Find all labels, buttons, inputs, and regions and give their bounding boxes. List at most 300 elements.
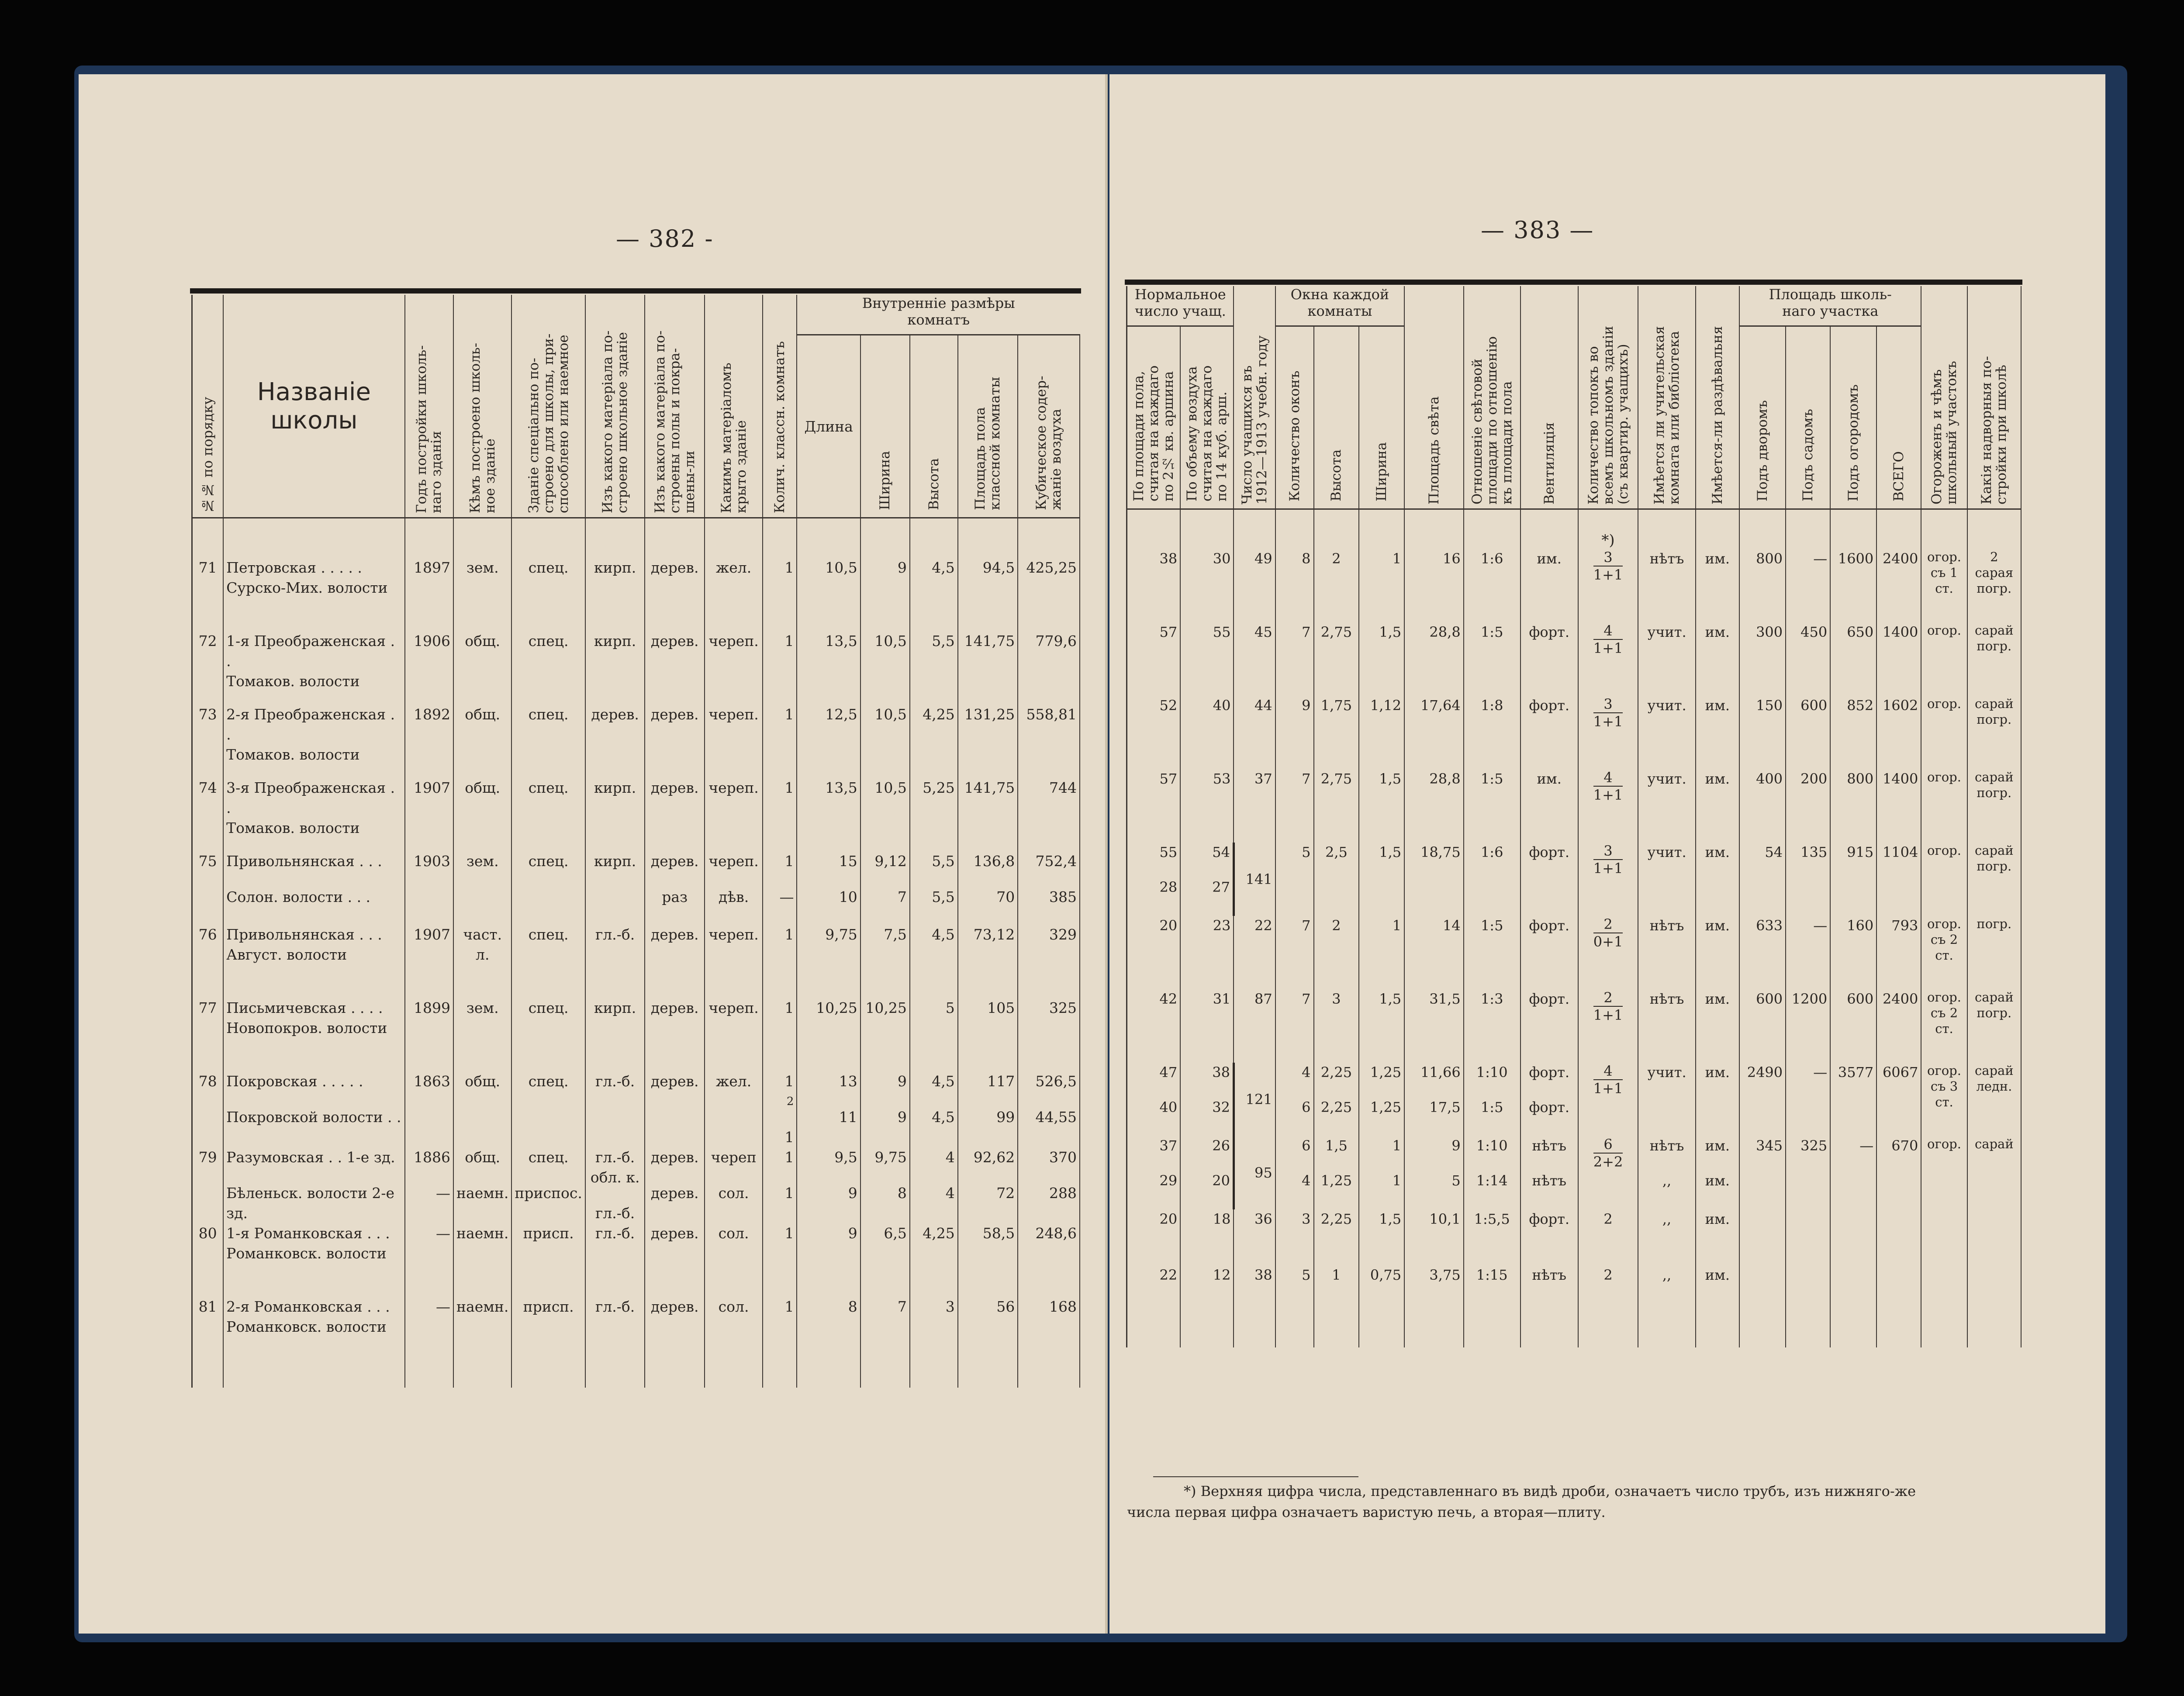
cell-classes: 1 xyxy=(763,925,797,998)
cell-ya: 150 xyxy=(1739,696,1786,769)
cell-cl: им. xyxy=(1696,843,1740,916)
col-win-count-header: Количество оконъ xyxy=(1286,370,1303,501)
cell-floor: дерев. дерев. xyxy=(645,1147,705,1223)
cell-purpose: спец. xyxy=(511,925,585,998)
footnote: *) Верхняя цифра числа, представленнаго въ видѣ дроби, означаетъ число трубъ, изъ нижняго-же числа первая цифра означаетъ варистую печь, а вторая—плиту. xyxy=(1127,1483,1916,1520)
cell-ve: форт. форт. xyxy=(1521,1063,1578,1136)
cell-cl: им. xyxy=(1696,696,1740,769)
cell-wh: 1,75 xyxy=(1314,696,1359,769)
cell-len: 10,25 xyxy=(797,998,860,1071)
col-purpose-header: Зданіе спеціально по- строено для школы, при- способлено или наемное xyxy=(525,333,571,513)
cell-ou: сарай погр. xyxy=(1967,622,2021,696)
cell-wh: 2 xyxy=(1314,916,1359,989)
cell-year: 1907 xyxy=(405,925,453,998)
cell-material: гл.-б. xyxy=(585,1071,645,1147)
col-fence-header: Огороженъ и чѣмъ школьный участокъ xyxy=(1929,361,1959,504)
col-group-internal-size: Внутренніе размѣры комнатъ xyxy=(797,295,1080,335)
cell-purpose: спец. xyxy=(511,1071,585,1147)
cell-ya xyxy=(1739,1209,1786,1265)
table-row xyxy=(1127,549,2022,622)
cell-purpose: спец. xyxy=(511,558,585,631)
table-row xyxy=(1127,1265,2022,1321)
cell-na: 37 29 xyxy=(1127,1136,1181,1209)
cell-ou: сарай погр. xyxy=(1967,843,2021,916)
cell-cl: им. xyxy=(1696,1265,1740,1321)
cell-ve: форт. xyxy=(1521,989,1578,1063)
cell-cl: им. xyxy=(1696,1209,1740,1265)
cell-material: кирп. xyxy=(585,998,645,1071)
cell-area: 141,75 xyxy=(958,778,1018,851)
cell-ra: 1:5 xyxy=(1464,769,1521,843)
cell-ww: 1 xyxy=(1359,916,1404,989)
cell-wc: 7 xyxy=(1275,622,1314,696)
cell-cl: им. xyxy=(1696,549,1740,622)
cell-cl: им. xyxy=(1696,989,1740,1063)
cell-area: 92,62 72 xyxy=(958,1147,1018,1223)
cell-builder: общ. xyxy=(453,631,511,705)
cell-ou xyxy=(1967,1209,2021,1265)
cell-wc: 7 xyxy=(1275,769,1314,843)
cell-ww: 1,5 xyxy=(1359,1209,1404,1265)
cell-li: 3,75 xyxy=(1404,1265,1464,1321)
cell-nb: 12 xyxy=(1180,1265,1234,1321)
cell-ou: сарай xyxy=(1967,1136,2021,1209)
cell-p: 141 xyxy=(1234,843,1275,916)
cell-p: 37 xyxy=(1234,769,1275,843)
cell-li: 16 xyxy=(1404,549,1464,622)
cell-floor: дерев. xyxy=(645,998,705,1071)
cell-wc: 5 xyxy=(1275,1265,1314,1321)
cell-nb: 38 32 xyxy=(1180,1063,1234,1136)
cell-ve: форт. xyxy=(1521,622,1578,696)
table-row xyxy=(1127,916,2022,989)
table-row xyxy=(192,778,1080,851)
cell-wh: 2,75 xyxy=(1314,622,1359,696)
cell-material: гл.-б. xyxy=(585,925,645,998)
cell-len: 15 10 xyxy=(797,851,860,925)
cell-to: 1104 xyxy=(1876,843,1921,916)
cell-material: кирп. xyxy=(585,558,645,631)
cell-ya: 300 xyxy=(1739,622,1786,696)
cell-st: $\frac{6}{2+2}$ xyxy=(1578,1136,1638,1209)
cell-ya xyxy=(1739,1265,1786,1321)
cell-year: 1886 — xyxy=(405,1147,453,1223)
col-teacher-header: Имѣется ли учительская комната или библіотека xyxy=(1652,326,1683,504)
cell-hei: 4,5 xyxy=(910,558,958,631)
cell-vg: 3577 xyxy=(1830,1063,1876,1136)
cell-p: 44 xyxy=(1234,696,1275,769)
cell-ga: 200 xyxy=(1786,769,1830,843)
cell-na: 52 xyxy=(1127,696,1181,769)
cell-len: 9 xyxy=(797,1223,860,1297)
cell-hei: 4 4 xyxy=(910,1147,958,1223)
cell-ra: 1:5 xyxy=(1464,916,1521,989)
cell-li: 17,64 xyxy=(1404,696,1464,769)
cell-area: 131,25 xyxy=(958,705,1018,778)
cell-ww: 1,5 xyxy=(1359,769,1404,843)
cell-len: 12,5 xyxy=(797,705,860,778)
col-year-header: Годъ постройки школь- наго зданія xyxy=(414,345,445,513)
cell-material: кирп. xyxy=(585,851,645,925)
cell-wid: 9 xyxy=(860,558,910,631)
cell-ya: 600 xyxy=(1739,989,1786,1063)
cell-classes: 1 xyxy=(763,631,797,705)
cell-builder: наемн. xyxy=(453,1297,511,1370)
cell-ve: форт. xyxy=(1521,916,1578,989)
cell-len: 8 xyxy=(797,1297,860,1370)
cell-cl: им. xyxy=(1696,622,1740,696)
cell-vg: 800 xyxy=(1830,769,1876,843)
cell-li: 9 5 xyxy=(1404,1136,1464,1209)
cell-vg: 160 xyxy=(1830,916,1876,989)
col-group-windows: Окна каждой комнаты xyxy=(1275,286,1404,326)
cell-ve: им. xyxy=(1521,769,1578,843)
col-hei-header: Высота xyxy=(926,458,942,510)
cell-ve: форт. xyxy=(1521,843,1578,916)
cell-p: 87 xyxy=(1234,989,1275,1063)
cell-to: 2400 xyxy=(1876,549,1921,622)
cell-year: 1897 xyxy=(405,558,453,631)
cell-roof: жел. xyxy=(705,1071,763,1147)
cell-area: 94,5 xyxy=(958,558,1018,631)
col-stoves-header: Количество топокъ во всемъ школьномъ зданіи (съ квартир. учащихъ) xyxy=(1585,325,1631,504)
cell-ve: форт. xyxy=(1521,1209,1578,1265)
cell-classes: 1 xyxy=(763,1297,797,1370)
cell-to xyxy=(1876,1265,1921,1321)
cell-ww: 0,75 xyxy=(1359,1265,1404,1321)
cell-name: Письмичевская . . . . Новопокров. волости xyxy=(223,998,404,1071)
cell-na: 20 xyxy=(1127,916,1181,989)
cell-vol: 779,6 xyxy=(1018,631,1080,705)
cell-fe: огор. съ 2 ст. xyxy=(1921,989,1967,1063)
cell-wid: 10,5 xyxy=(860,705,910,778)
col-len-header: Длина xyxy=(797,335,860,518)
cell-nb: 40 xyxy=(1180,696,1234,769)
cell-to: 2400 xyxy=(1876,989,1921,1063)
cell-roof: череп. xyxy=(705,998,763,1071)
table-row xyxy=(192,998,1080,1071)
cell-wc: 7 xyxy=(1275,916,1314,989)
cell-p: 36 xyxy=(1234,1209,1275,1265)
cell-vg xyxy=(1830,1265,1876,1321)
cell-name: 2-я Романковская . . . Романковск. волости xyxy=(223,1297,404,1370)
cell-wid: 10,25 xyxy=(860,998,910,1071)
cell-na: 20 xyxy=(1127,1209,1181,1265)
cell-na: 57 xyxy=(1127,769,1181,843)
table-row xyxy=(192,925,1080,998)
cell-vg: 852 xyxy=(1830,696,1876,769)
cell-nb: 26 20 xyxy=(1180,1136,1234,1209)
cell-wh: 3 xyxy=(1314,989,1359,1063)
cell-len: 13 11 xyxy=(797,1071,860,1147)
cell-floor: дерев. xyxy=(645,778,705,851)
cell-classes: 1 xyxy=(763,705,797,778)
right-page xyxy=(1109,74,2105,1634)
cell-cl: им. им. xyxy=(1696,1136,1740,1209)
cell-te: нѣтъ xyxy=(1638,549,1695,622)
col-cloak-header: Имѣется-ли раздѣвальня xyxy=(1709,326,1725,504)
cell-num: 77 xyxy=(192,998,224,1071)
col-pupils-header: Число учащихся въ 1912—1913 учебн. году xyxy=(1239,335,1270,504)
col-name-header: Названіе школы xyxy=(223,295,404,518)
cell-wh: 2,5 xyxy=(1314,843,1359,916)
cell-vol: 325 xyxy=(1018,998,1080,1071)
cell-area: 136,8 70 xyxy=(958,851,1018,925)
cell-num: 73 xyxy=(192,705,224,778)
cell-floor: дерев. xyxy=(645,558,705,631)
cell-fe: огор. xyxy=(1921,622,1967,696)
cell-p: 49 xyxy=(1234,549,1275,622)
cell-ou: сарай ледн. xyxy=(1967,1063,2021,1136)
cell-builder: част. л. xyxy=(453,925,511,998)
cell-roof: череп. дѣв. xyxy=(705,851,763,925)
page-number-right: — 383 — xyxy=(1481,216,1594,244)
col-classes-header: Колич. классн. комнатъ xyxy=(772,341,788,513)
cell-to xyxy=(1876,1209,1921,1265)
cell-wc: 8 xyxy=(1275,549,1314,622)
cell-vg: 1600 xyxy=(1830,549,1876,622)
cell-to: 1400 xyxy=(1876,769,1921,843)
col-win-width-header: Ширина xyxy=(1374,442,1390,501)
cell-te: учит. xyxy=(1638,843,1695,916)
col-builder-header: Кѣмъ построено школь- ное зданіе xyxy=(467,342,498,513)
cell-vol: 248,6 xyxy=(1018,1223,1080,1297)
cell-purpose: спец. xyxy=(511,705,585,778)
left-page xyxy=(79,74,1108,1634)
cell-year: 1863 xyxy=(405,1071,453,1147)
cell-wc: 4 6 xyxy=(1275,1063,1314,1136)
cell-wid: 7 xyxy=(860,1297,910,1370)
cell-hei: 4,25 xyxy=(910,1223,958,1297)
cell-roof: череп. xyxy=(705,778,763,851)
table-row xyxy=(192,631,1080,705)
cell-ga: — xyxy=(1786,916,1830,989)
cell-ga: — xyxy=(1786,549,1830,622)
col-floor-header: Изъ какого матеріала по- строены полы и покра- шены-ли xyxy=(652,330,698,513)
cell-na: 57 xyxy=(1127,622,1181,696)
cell-ya: 54 xyxy=(1739,843,1786,916)
col-light-header: Площадь свѣта xyxy=(1426,396,1442,504)
cell-fe: огор. xyxy=(1921,769,1967,843)
cell-purpose: спец. xyxy=(511,998,585,1071)
cell-ra: 1:5 xyxy=(1464,622,1521,696)
cell-classes: 1 xyxy=(763,778,797,851)
table-row xyxy=(1127,696,2022,769)
cell-floor: дерев. раз xyxy=(645,851,705,925)
cell-na: 22 xyxy=(1127,1265,1181,1321)
cell-st: $\frac{3}{1+1}$ xyxy=(1578,843,1638,916)
cell-hei: 4,5 xyxy=(910,925,958,998)
table-row xyxy=(192,1297,1080,1370)
cell-ya: 345 xyxy=(1739,1136,1786,1209)
cell-purpose: спец. xyxy=(511,778,585,851)
cell-te: нѣтъ xyxy=(1638,989,1695,1063)
table-row xyxy=(1127,989,2022,1063)
cell-li: 10,1 xyxy=(1404,1209,1464,1265)
cell-purpose: присп. xyxy=(511,1297,585,1370)
cell-ve: нѣтъ xyxy=(1521,1265,1578,1321)
cell-floor: дерев. xyxy=(645,925,705,998)
cell-cl: им. xyxy=(1696,769,1740,843)
table-row xyxy=(192,705,1080,778)
col-norm-area-header: По площади пола, считая на каждаго по 2½ кв. аршина xyxy=(1131,365,1177,501)
cell-builder: зем. xyxy=(453,558,511,631)
cell-nb: 31 xyxy=(1180,989,1234,1063)
col-vegetable-header: Подъ огородомъ xyxy=(1845,384,1862,501)
cell-year: 1903 xyxy=(405,851,453,925)
table-row xyxy=(192,558,1080,631)
cell-st: $\frac{2}{0+1}$ xyxy=(1578,916,1638,989)
cell-year: 1892 xyxy=(405,705,453,778)
col-win-height-header: Высота xyxy=(1328,449,1344,501)
cell-st: $\frac{2}{1+1}$ xyxy=(1578,989,1638,1063)
cell-ga: 600 xyxy=(1786,696,1830,769)
cell-wid: 9,75 8 xyxy=(860,1147,910,1223)
cell-ya: 2490 xyxy=(1739,1063,1786,1136)
cell-wh: 2,25 2,25 xyxy=(1314,1063,1359,1136)
cell-wc: 5 xyxy=(1275,843,1314,916)
cell-name: Привольнянская . . . Солон. волости . . . xyxy=(223,851,404,925)
cell-vol: 370 288 xyxy=(1018,1147,1080,1223)
cell-ra: 1:6 xyxy=(1464,843,1521,916)
cell-ww: 1 xyxy=(1359,549,1404,622)
cell-ou: 2 сарая погр. xyxy=(1967,549,2021,622)
cell-hei: 5,5 xyxy=(910,631,958,705)
cell-material: гл.-б. обл. к. гл.-б. xyxy=(585,1147,645,1223)
cell-te: учит. xyxy=(1638,1063,1695,1136)
cell-material: кирп. xyxy=(585,631,645,705)
cell-purpose: спец. xyxy=(511,851,585,925)
cell-wh: 2,25 xyxy=(1314,1209,1359,1265)
cell-ra: 1:15 xyxy=(1464,1265,1521,1321)
cell-material: кирп. xyxy=(585,778,645,851)
cell-name: Разумовская . . 1-е зд. Бѣленьск. волости 2-е зд. xyxy=(223,1147,404,1223)
cell-nb: 55 xyxy=(1180,622,1234,696)
cell-num: 71 xyxy=(192,558,224,631)
cell-te: нѣтъ xyxy=(1638,916,1695,989)
table-row xyxy=(192,1071,1080,1147)
col-garden-header: Подъ садомъ xyxy=(1800,409,1816,501)
cell-ga xyxy=(1786,1265,1830,1321)
cell-len: 9,75 xyxy=(797,925,860,998)
cell-builder: наемн. xyxy=(453,1223,511,1297)
cell-builder: общ. xyxy=(453,705,511,778)
cell-purpose: спец. xyxy=(511,631,585,705)
cell-area: 58,5 xyxy=(958,1223,1018,1297)
cell-classes: 1 2 1 xyxy=(763,1071,797,1147)
cell-cl: им. xyxy=(1696,1063,1740,1136)
cell-fe: огор. xyxy=(1921,843,1967,916)
cell-te: учит. xyxy=(1638,696,1695,769)
cell-len: 10,5 xyxy=(797,558,860,631)
cell-ga: 450 xyxy=(1786,622,1830,696)
cell-nb: 54 27 xyxy=(1180,843,1234,916)
col-vent-header: Вентиляція xyxy=(1541,422,1557,504)
cell-num: 76 xyxy=(192,925,224,998)
cell-nb: 23 xyxy=(1180,916,1234,989)
cell-wid: 10,5 xyxy=(860,631,910,705)
cell-wh: 1 xyxy=(1314,1265,1359,1321)
cell-vg: 915 xyxy=(1830,843,1876,916)
footnote-rule xyxy=(1153,1476,1358,1477)
col-group-plot: Площадь школь- наго участка xyxy=(1739,286,1921,326)
table-row xyxy=(1127,769,2022,843)
cell-li: 18,75 xyxy=(1404,843,1464,916)
cell-vg: 650 xyxy=(1830,622,1876,696)
cell-year: — xyxy=(405,1223,453,1297)
cell-te: нѣтъ ,, xyxy=(1638,1136,1695,1209)
cell-classes: 1 xyxy=(763,998,797,1071)
cell-vg xyxy=(1830,1209,1876,1265)
col-material-header: Изъ какого матеріала по- строено школьное зданіе xyxy=(600,330,631,513)
cell-builder: общ. наемн. xyxy=(453,1147,511,1223)
cell-li: 14 xyxy=(1404,916,1464,989)
col-roof-header: Какимъ матеріаломъ крыто зданіе xyxy=(718,363,749,513)
cell-num: 75 xyxy=(192,851,224,925)
cell-num: 81 xyxy=(192,1297,224,1370)
cell-fe xyxy=(1921,1265,1967,1321)
cell-ga: 325 xyxy=(1786,1136,1830,1209)
left-table xyxy=(191,295,1080,1388)
cell-area: 141,75 xyxy=(958,631,1018,705)
cell-fe: огор. съ 3 ст. xyxy=(1921,1063,1967,1136)
cell-ww: 1,5 xyxy=(1359,989,1404,1063)
cell-ve: нѣтъ нѣтъ xyxy=(1521,1136,1578,1209)
cell-roof: череп. xyxy=(705,631,763,705)
cell-wh: 1,5 1,25 xyxy=(1314,1136,1359,1209)
cell-vol: 168 xyxy=(1018,1297,1080,1370)
cell-num: 74 xyxy=(192,778,224,851)
top-rule-left xyxy=(190,288,1081,294)
cell-p: 121 xyxy=(1234,1063,1275,1136)
cell-to: 1400 xyxy=(1876,622,1921,696)
cell-ww: 1,5 xyxy=(1359,622,1404,696)
cell-vol: 752,4 385 xyxy=(1018,851,1080,925)
cell-name: 3-я Преображенская . . Томаков. волости xyxy=(223,778,404,851)
cell-wc: 9 xyxy=(1275,696,1314,769)
cell-num: 78 xyxy=(192,1071,224,1147)
cell-wid: 9,12 7 xyxy=(860,851,910,925)
cell-classes: 1 xyxy=(763,1223,797,1297)
cell-ve: форт. xyxy=(1521,696,1578,769)
cell-vol: 329 xyxy=(1018,925,1080,998)
cell-num: 72 xyxy=(192,631,224,705)
cell-ou: погр. xyxy=(1967,916,2021,989)
page-number-left: — 382 - xyxy=(616,225,714,252)
cell-ww: 1 1 xyxy=(1359,1136,1404,1209)
cell-floor: дерев. xyxy=(645,1223,705,1297)
col-wid-header: Ширина xyxy=(877,451,893,510)
cell-area: 117 99 xyxy=(958,1071,1018,1147)
cell-purpose: присп. xyxy=(511,1223,585,1297)
table-row xyxy=(1127,1136,2022,1209)
col-yard-header: Подъ дворомъ xyxy=(1755,400,1771,501)
cell-year: 1899 xyxy=(405,998,453,1071)
cell-te: учит. xyxy=(1638,769,1695,843)
col-norm-air-header: По объему воздуха считая на каждаго по 14 куб. арш. xyxy=(1184,365,1230,501)
cell-fe: огор. съ 1 ст. xyxy=(1921,549,1967,622)
cell-len: 9,5 9 xyxy=(797,1147,860,1223)
cell-roof: череп. xyxy=(705,925,763,998)
col-group-normal-count: Нормальное число учащ. xyxy=(1127,286,1234,326)
cell-classes: 1 1 xyxy=(763,1147,797,1223)
cell-vol: 425,25 xyxy=(1018,558,1080,631)
cell-hei: 5,25 xyxy=(910,778,958,851)
cell-ya: 633 xyxy=(1739,916,1786,989)
cell-vol: 558,81 xyxy=(1018,705,1080,778)
col-ratio-header: Отношеніе свѣтовой площади по отношенію къ площади пола xyxy=(1469,336,1515,504)
col-total-header: ВСЕГО xyxy=(1891,451,1907,501)
